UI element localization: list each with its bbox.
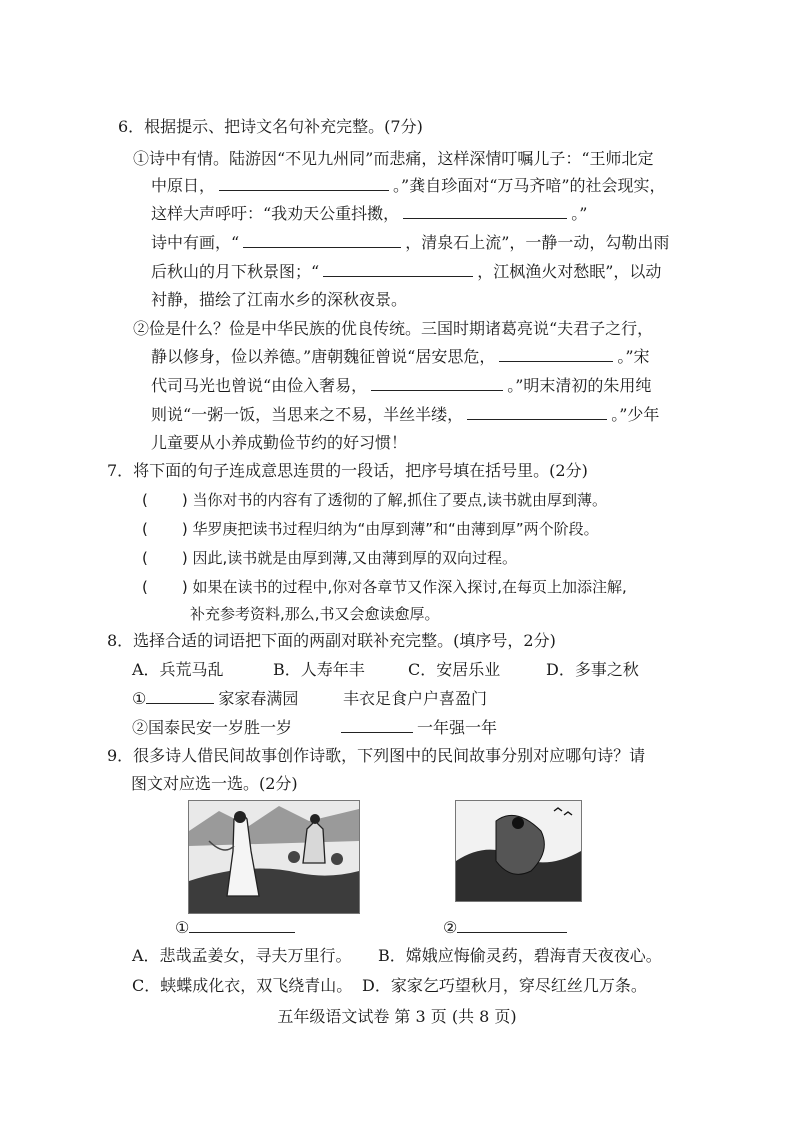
answer-blank-4[interactable] (323, 262, 473, 277)
q8-couplet-1-number: ① (132, 689, 147, 708)
q7-sentence-2 (142, 518, 599, 540)
q6-p2-line2-text-a: 静以修身，俭以养德。”唐朝魏征曾说“居安思危， (151, 347, 496, 366)
q7-paren-open-4: ( (142, 578, 148, 596)
q6-p1-line2-text-a: 中原日， (151, 176, 216, 195)
q6-p2-line5: 儿童要从小养成勤俭节约的好习惯！ (151, 433, 408, 452)
q7-sentence-4-text: 如果在读书的过程中,你对各章节又作深入探讨,在每页上加添注解, (192, 578, 627, 596)
q6-p1-line3-text-a: 这样大声呼吁：“我劝天公重抖擞， (151, 204, 400, 223)
q9-option-d: D．家家乞巧望秋月，穿尽红丝几万条。 (362, 976, 647, 995)
page-footer: 五年级语文试卷 第 3 页 (共 8 页) (277, 1007, 517, 1026)
q7-paren-open-3: ( (142, 549, 148, 567)
q6-p2-line4 (151, 404, 659, 426)
answer-blank-7[interactable] (467, 405, 607, 420)
q6-p2-line4-text-a: 则说“一粥一饭，当思来之不易，半丝半缕， (151, 405, 464, 424)
q9-picture-2-answer (443, 917, 571, 939)
q7-sentence-4-cont: 补充参考资料,那么,书又会愈读愈厚。 (190, 605, 440, 623)
q7-sentence-3 (142, 547, 517, 569)
q6-p1-line6: 衬静，描绘了江南水乡的深秋夜景。 (151, 290, 408, 309)
q7-paren-close-3: ) (181, 549, 188, 567)
q6-p1-line5-text-b: ，江枫渔火对愁眠”，以动 (477, 262, 662, 281)
q8-couplet-2-b (341, 717, 497, 739)
q7-sentence-4 (142, 576, 627, 598)
q6-p2-line3-text-b: 。”明末清初的朱用纯 (507, 376, 652, 395)
q6-p2-line2-text-b: 。”宋 (617, 347, 650, 366)
q9-picture-2-number: ② (443, 918, 458, 937)
q9-picture-1-number: ① (175, 918, 190, 937)
q6-p2-line3 (151, 375, 651, 397)
answer-blank-6[interactable] (371, 376, 503, 391)
q7-sentence-3-text: 因此,读书就是由厚到薄,又由薄到厚的双向过程。 (192, 549, 518, 567)
q9-option-a: A．悲哉孟姜女，寻夫万里行。 (132, 946, 352, 965)
q6-p1-line3 (151, 203, 587, 225)
q7-sentence-2-text: 华罗庚把读书过程归纳为“由厚到薄”和“由薄到厚”两个阶段。 (192, 520, 599, 538)
q6-p1-line4 (151, 232, 669, 254)
q6-p2-line1: ②俭是什么？俭是中华民族的优良传统。三国时期诸葛亮说“夫君子之行， (133, 319, 654, 338)
illustration-1-child-1 (288, 851, 300, 863)
illustration-1-man-head (310, 814, 320, 824)
q8-option-d: D．多事之秋 (546, 660, 639, 679)
q8-heading: 8．选择合适的词语把下面的两副对联补充完整。(填序号，2分) (107, 631, 556, 650)
q7-paren-close-1: ) (181, 491, 188, 509)
q9-picture-1-answer (175, 917, 299, 939)
q6-p2-line4-text-b: 。”少年 (611, 405, 660, 424)
q6-p2-line3-text-a: 代司马光也曾说“由俭入奢易， (151, 376, 368, 395)
q8-option-c: C．安居乐业 (408, 660, 501, 679)
answer-blank-3[interactable] (243, 233, 401, 248)
couplet-blank-2[interactable] (341, 718, 413, 733)
q6-p1-line5-text-a: 后秋山的月下秋景图；“ (151, 262, 320, 281)
picture-blank-1[interactable] (189, 918, 295, 933)
folk-story-illustration-2 (455, 800, 582, 902)
answer-blank-2[interactable] (403, 204, 567, 219)
q7-paren-close-4: ) (181, 578, 188, 596)
q6-p1-line3-text-b: 。” (571, 204, 588, 223)
q6-p1-line2 (151, 175, 666, 197)
couplet-blank-1[interactable] (146, 689, 214, 704)
q6-p1-line1: ①诗中有情。陆游因“不见九州同”而悲痛，这样深情叮嘱儿子：“王师北定 (133, 149, 654, 168)
q6-p2-line2 (151, 346, 650, 368)
picture-blank-2[interactable] (457, 918, 567, 933)
q8-couplet-1 (132, 688, 298, 710)
q6-heading: 6．根据提示、把诗文名句补充完整。(7分) (118, 117, 423, 136)
q7-paren-open-2: ( (142, 520, 148, 538)
folk-story-illustration-1 (188, 800, 360, 914)
q8-couplet-2-a: ②国泰民安一岁胜一岁 (132, 718, 293, 737)
illustration-1-child-2 (331, 853, 343, 865)
q9-heading-line1: 9．很多诗人借民间故事创作诗歌，下列图中的民间故事分别对应哪句诗？请 (107, 746, 646, 765)
q6-p1-line5 (151, 261, 661, 283)
q7-sentence-1 (142, 489, 607, 511)
q6-p1-line2-text-b: 。”龚自珍面对“万马齐喑”的社会现实， (393, 176, 666, 195)
q9-heading-line2: 图文对应选一选。(2分) (131, 774, 298, 793)
q7-paren-close-2: ) (181, 520, 188, 538)
q8-couplet-1-b: 丰衣足食户户喜盈门 (343, 689, 488, 708)
q7-paren-open-1: ( (142, 491, 148, 509)
q8-couplet-1-text-a: 家家春满园 (218, 689, 299, 708)
q8-option-b: B．人寿年丰 (273, 660, 365, 679)
answer-blank-5[interactable] (499, 347, 613, 362)
answer-blank-1[interactable] (219, 176, 389, 191)
q8-couplet-2-text-b: 一年强一年 (417, 718, 498, 737)
q6-p1-line4-text-b: ，清泉石上流”，一静一动，勾勒出雨 (405, 233, 670, 252)
q6-p1-line4-text-a: 诗中有画，“ (151, 233, 240, 252)
q8-option-a: A．兵荒马乱 (132, 660, 224, 679)
illustration-2-figure-head (512, 817, 524, 829)
q7-heading: 7．将下面的句子连成意思连贯的一段话，把序号填在括号里。(2分) (107, 461, 588, 480)
illustration-1-woman-head (234, 811, 246, 823)
q7-sentence-1-text: 当你对书的内容有了透彻的了解,抓住了要点,读书就由厚到薄。 (192, 491, 608, 509)
q9-option-c: C．蛱蝶成化衣，双飞绕青山。 (132, 976, 353, 995)
q9-option-b: B．嫦娥应悔偷灵药，碧海青天夜夜心。 (378, 946, 662, 965)
